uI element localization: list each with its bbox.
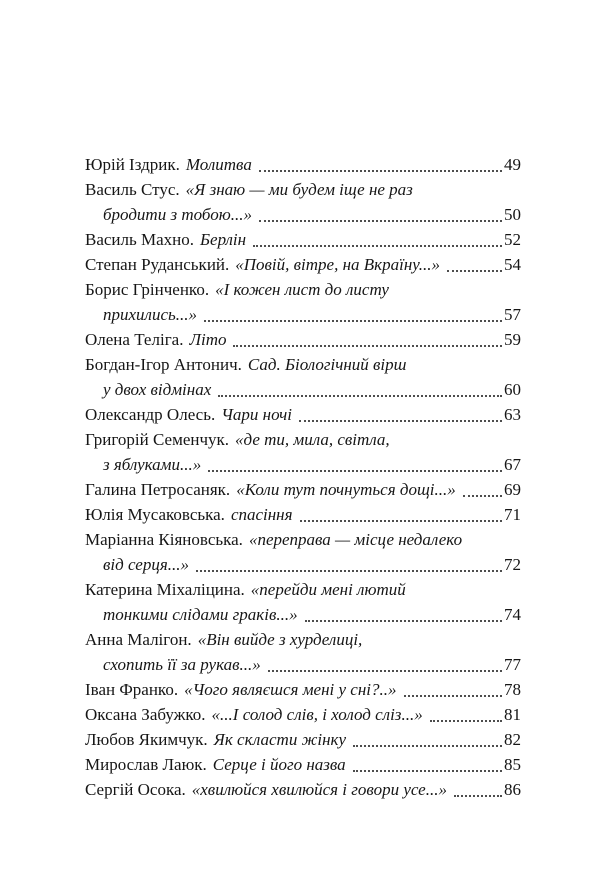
toc-author: Василь Махно. (85, 230, 195, 249)
toc-page-number: 86 (504, 780, 521, 799)
toc-page-number: 52 (504, 230, 521, 249)
toc-entry (85, 152, 521, 177)
toc-title-continued: у двох відмінах (103, 380, 212, 399)
dot-leader (353, 745, 502, 747)
dot-leader (233, 345, 502, 347)
toc-author: Оксана Забужко. (85, 705, 206, 724)
toc-title: «хвилюйся хвилюйся і говори усе...» (191, 780, 447, 799)
dot-leader (259, 170, 502, 172)
toc-page-number: 60 (504, 380, 521, 399)
toc-title: Сад. Біологічний вірш (247, 355, 407, 374)
toc-entry-line (85, 177, 521, 202)
toc-author: Олександр Олесь. (85, 405, 216, 424)
toc-entry (85, 502, 521, 527)
toc-entry-line (85, 502, 521, 527)
toc-title-continued: схопить її за рукав...» (103, 655, 261, 674)
toc-entry (85, 702, 521, 727)
toc-entry (85, 327, 521, 352)
toc-entry (85, 177, 521, 227)
dot-leader (218, 395, 502, 397)
toc-title: Молитва (185, 155, 252, 174)
toc-page-number: 69 (504, 480, 521, 499)
toc-entry-line-continued (85, 302, 521, 327)
dot-leader (259, 220, 502, 222)
toc-entry-line (85, 477, 521, 502)
toc-entry (85, 527, 521, 577)
toc-title: «І кожен лист до листу (215, 280, 389, 299)
toc-entry-line (85, 577, 521, 602)
toc-entry-line (85, 527, 521, 552)
toc-page-number: 71 (504, 505, 521, 524)
toc-title-continued: тонкими слідами граків...» (103, 605, 298, 624)
dot-leader (208, 470, 502, 472)
toc-author: Анна Малігон. (85, 630, 192, 649)
toc-entry-line-continued (85, 452, 521, 477)
toc-title: Літо (189, 330, 227, 349)
toc-author: Григорій Семенчук. (85, 430, 230, 449)
toc-title: «перейди мені лютий (250, 580, 406, 599)
toc-entry-line-continued (85, 202, 521, 227)
toc-page-number: 49 (504, 155, 521, 174)
toc-page-number: 54 (504, 255, 521, 274)
toc-entry-line-continued (85, 602, 521, 627)
dot-leader (204, 320, 502, 322)
toc-title-continued: з яблуками...» (103, 455, 202, 474)
toc-author: Василь Стус. (85, 180, 180, 199)
toc-author: Катерина Міхаліцина. (85, 580, 245, 599)
toc-title: «Повій, вітре, на Вкраїну...» (235, 255, 440, 274)
toc-entry-line (85, 677, 521, 702)
toc-page-number: 63 (504, 405, 521, 424)
toc-page-number: 57 (504, 305, 521, 324)
toc-title: Серце і його назва (212, 755, 346, 774)
toc-title: спасіння (230, 505, 293, 524)
dot-leader (305, 620, 502, 622)
toc-title: Як скласти жінку (213, 730, 347, 749)
toc-entry (85, 252, 521, 277)
toc-title: Берлін (200, 230, 247, 249)
toc-title: «де ти, мила, світла, (235, 430, 390, 449)
toc-title-continued: бродити з тобою...» (103, 205, 252, 224)
toc-author: Борис Грінченко. (85, 280, 210, 299)
toc-title: «Чого являєшся мені у сні?..» (184, 680, 397, 699)
toc-page-number: 85 (504, 755, 521, 774)
toc-author: Галина Петросаняк. (85, 480, 231, 499)
toc-entry-line (85, 402, 521, 427)
toc-entry-line (85, 777, 521, 802)
toc-title: «Він вийде з хурделиці, (197, 630, 363, 649)
toc-entry (85, 777, 521, 802)
toc-author: Степан Руданський. (85, 255, 230, 274)
toc-page-number: 82 (504, 730, 521, 749)
dot-leader (430, 720, 502, 722)
dot-leader (454, 795, 502, 797)
toc-page-number: 77 (504, 655, 521, 674)
toc-author: Маріанна Кіяновська. (85, 530, 243, 549)
toc-entry-line (85, 352, 521, 377)
toc-title: «...І солод слів, і холод сліз...» (211, 705, 423, 724)
toc-entry (85, 752, 521, 777)
toc-entry-line (85, 227, 521, 252)
toc-author: Юлія Мусаковська. (85, 505, 225, 524)
toc-entry-line (85, 252, 521, 277)
toc-author: Любов Якимчук. (85, 730, 208, 749)
toc-entry-line (85, 752, 521, 777)
toc-entry-line (85, 152, 521, 177)
toc-title-continued: прихились...» (103, 305, 197, 324)
table-of-contents (85, 152, 521, 802)
toc-entry (85, 477, 521, 502)
toc-entry-line-continued (85, 552, 521, 577)
toc-author: Мирослав Лаюк. (85, 755, 207, 774)
toc-entry (85, 577, 521, 627)
dot-leader (196, 570, 502, 572)
toc-author: Іван Франко. (85, 680, 179, 699)
toc-title-continued: від серця...» (103, 555, 189, 574)
toc-page-number: 67 (504, 455, 521, 474)
toc-title: «Коли тут почнуться дощі...» (236, 480, 456, 499)
toc-entry (85, 677, 521, 702)
toc-entry (85, 402, 521, 427)
toc-entry-line (85, 327, 521, 352)
toc-entry (85, 627, 521, 677)
toc-entry (85, 427, 521, 477)
toc-page-number: 81 (504, 705, 521, 724)
toc-entry-line (85, 627, 521, 652)
toc-title: «переправа — місце недалеко (248, 530, 463, 549)
toc-entry (85, 277, 521, 327)
toc-title: Чари ночі (221, 405, 293, 424)
dot-leader (299, 420, 502, 422)
toc-entry (85, 352, 521, 402)
toc-page-number: 50 (504, 205, 521, 224)
dot-leader (447, 270, 502, 272)
toc-entry-line (85, 427, 521, 452)
dot-leader (353, 770, 502, 772)
dot-leader (268, 670, 502, 672)
dot-leader (463, 495, 502, 497)
toc-page-number: 59 (504, 330, 521, 349)
toc-author: Богдан-Ігор Антонич. (85, 355, 242, 374)
toc-page-number: 74 (504, 605, 521, 624)
toc-page-number: 72 (504, 555, 521, 574)
toc-title: «Я знаю — ми будем іще не раз (185, 180, 413, 199)
toc-entry-line (85, 277, 521, 302)
toc-author: Юрій Іздрик. (85, 155, 180, 174)
toc-author: Олена Теліга. (85, 330, 184, 349)
toc-page-number: 78 (504, 680, 521, 699)
toc-author: Сергій Осока. (85, 780, 186, 799)
toc-entry-line (85, 702, 521, 727)
toc-entry-line (85, 727, 521, 752)
dot-leader (404, 695, 502, 697)
dot-leader (300, 520, 502, 522)
dot-leader (253, 245, 502, 247)
toc-entry (85, 227, 521, 252)
toc-entry-line-continued (85, 652, 521, 677)
toc-entry (85, 727, 521, 752)
toc-entry-line-continued (85, 377, 521, 402)
